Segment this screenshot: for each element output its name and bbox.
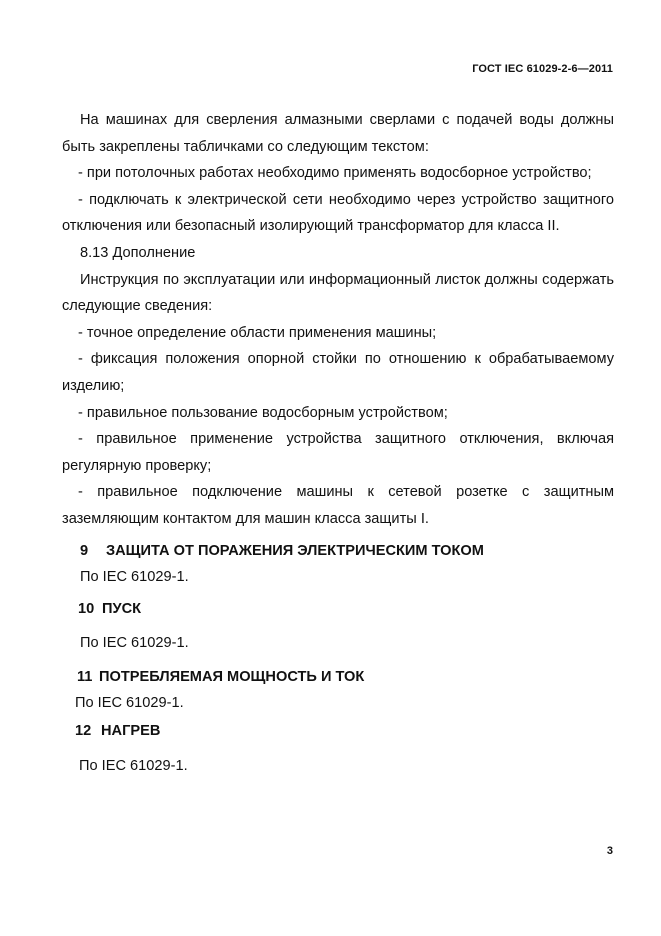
section-9-reference: По IEC 61029-1.	[80, 569, 189, 586]
standard-code-header: ГОСТ IEC 61029-2-6—2011	[472, 63, 613, 75]
section-10-reference: По IEC 61029-1.	[80, 635, 189, 652]
section-9-heading	[80, 538, 614, 565]
instruction-list-item-1: - точное определение области применения машины;	[78, 324, 437, 341]
label-list-item-2: - подключать к электрической сети необходимо через устройство защитного отключения или безопасный изолирующий трансформатор для класса II.	[62, 191, 614, 235]
section-12-title: НАГРЕВ	[101, 723, 161, 740]
section-11	[62, 664, 614, 717]
instruction-paragraph: Инструкция по эксплуатации или информационный листок должны содержать следующие сведения:	[62, 271, 614, 315]
section-11-reference: По IEC 61029-1.	[75, 695, 184, 712]
document-body	[62, 107, 614, 779]
section-9-title: ЗАЩИТА ОТ ПОРАЖЕНИЯ ЭЛЕКТРИЧЕСКИМ ТОКОМ	[106, 542, 484, 559]
section-12-number: 12	[75, 723, 92, 740]
section-11-number: 11	[77, 668, 93, 685]
section-11-title: ПОТРЕБЛЯЕМАЯ МОЩНОСТЬ И ТОК	[99, 668, 365, 685]
section-12	[62, 718, 614, 779]
instruction-list-item-2: - фиксация положения опорной стойки по отношению к обрабатываемому изделию;	[62, 351, 614, 394]
section-10-title: ПУСК	[102, 600, 142, 617]
intro-paragraph: На машинах для сверления алмазными сверлами с подачей воды должны быть закреплены табличками со следующим текстом:	[62, 112, 614, 155]
section-11-heading	[77, 664, 614, 691]
clause-8-13-title: 8.13 Дополнение	[80, 244, 196, 261]
instruction-list-item-5: - правильное подключение машины к сетевой розетке с защитным заземляющим контактом для машин класса защиты I.	[62, 484, 614, 527]
page-number: 3	[606, 845, 613, 857]
label-list-item-1: - при потолочных работах необходимо применять водосборное устройство;	[78, 165, 592, 182]
section-10	[62, 596, 614, 657]
section-12-reference: По IEC 61029-1.	[79, 757, 188, 774]
section-10-heading	[78, 596, 614, 623]
section-10-number: 10	[78, 600, 95, 617]
section-9-number: 9	[80, 542, 89, 559]
instruction-list-item-4: - правильное применение устройства защитного отключения, включая регулярную проверку;	[62, 431, 614, 474]
section-9	[62, 538, 614, 591]
section-12-heading	[75, 718, 614, 745]
instruction-list-item-3: - правильное пользование водосборным устройством;	[78, 404, 448, 421]
